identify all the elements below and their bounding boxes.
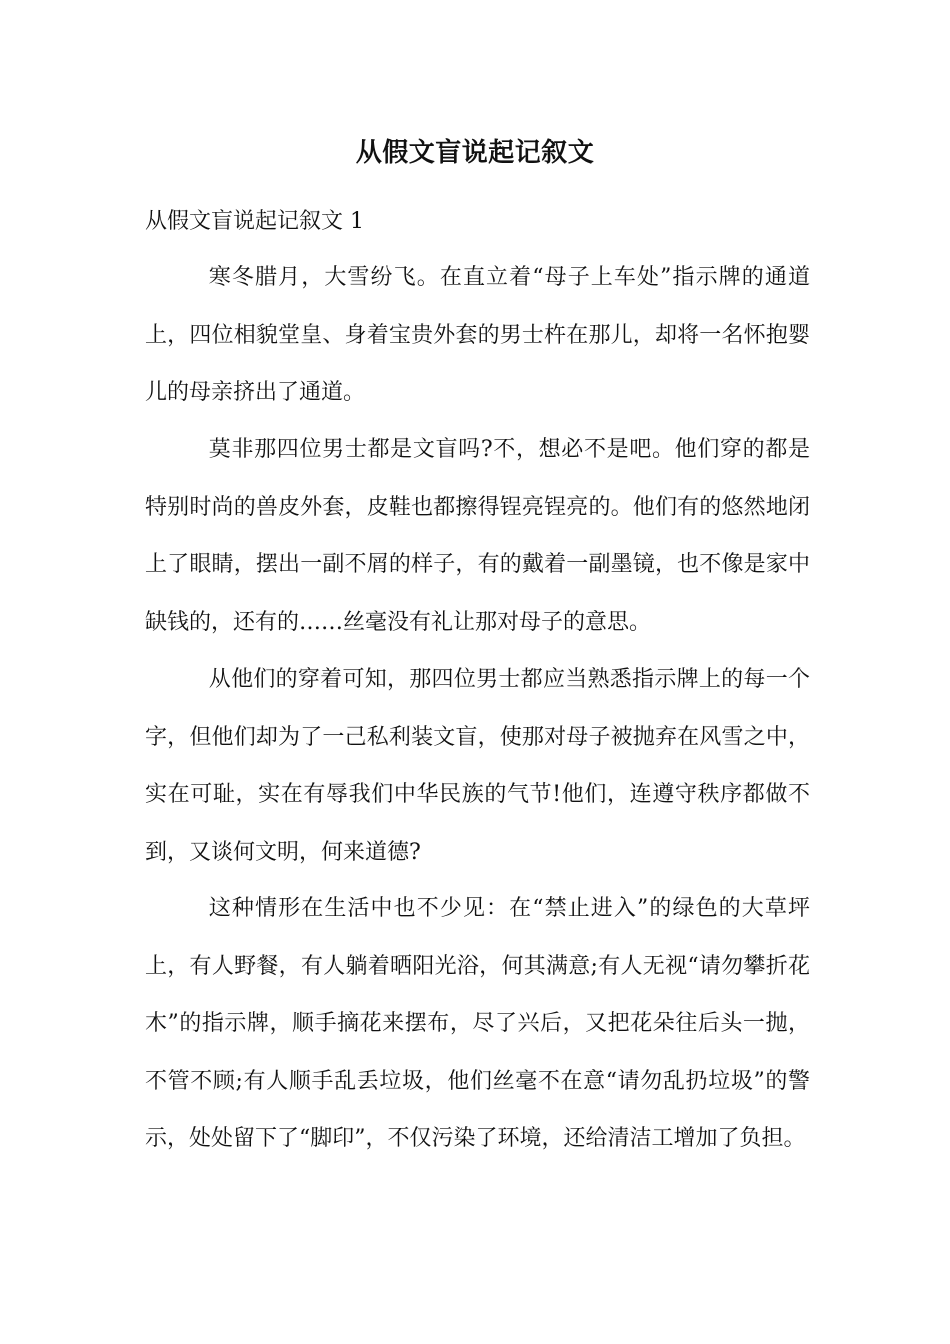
document-title: 从假文盲说起记叙文 [355,138,595,168]
paragraph-3: 从他们的穿着可知，那四位男士都应当熟悉指示牌上的每一个字，但他们却为了一己私利装文盲，使那对母子被抛弃在风雪之中，实在可耻，实在有辱我们中华民族的气节!他们，连遵守秩序都做不到，又谈何文明，何来道德? [145,667,810,865]
paragraph-2: 莫非那四位男士都是文盲吗?不，想必不是吧。他们穿的都是特别时尚的兽皮外套，皮鞋也都擦得锃亮锃亮的。他们有的悠然地闭上了眼睛，摆出一副不屑的样子，有的戴着一副墨镜，也不像是家中缺钱的，还有的……丝毫没有礼让那对母子的意思。 [145,437,810,635]
section-heading: 从假文盲说起记叙文 1 [145,209,364,234]
paragraph-4: 这种情形在生活中也不少见：在“禁止进入”的绿色的大草坪上，有人野餐，有人躺着晒阳光浴，何其满意;有人无视“请勿攀折花木”的指示牌，顺手摘花来摆布，尽了兴后，又把花朵往后头一抛，不管不顾;有人顺手乱丢垃圾，他们丝毫不在意“请勿乱扔垃圾”的警示，处处留下了“脚印”，不仅污染了环境，还给清洁工增加了负担。 [145,896,810,1151]
paragraph-1: 寒冬腊月，大雪纷飞。在直立着“母子上车处”指示牌的通道上，四位相貌堂皇、身着宝贵外套的男士杵在那儿，却将一名怀抱婴儿的母亲挤出了通道。 [145,265,810,405]
